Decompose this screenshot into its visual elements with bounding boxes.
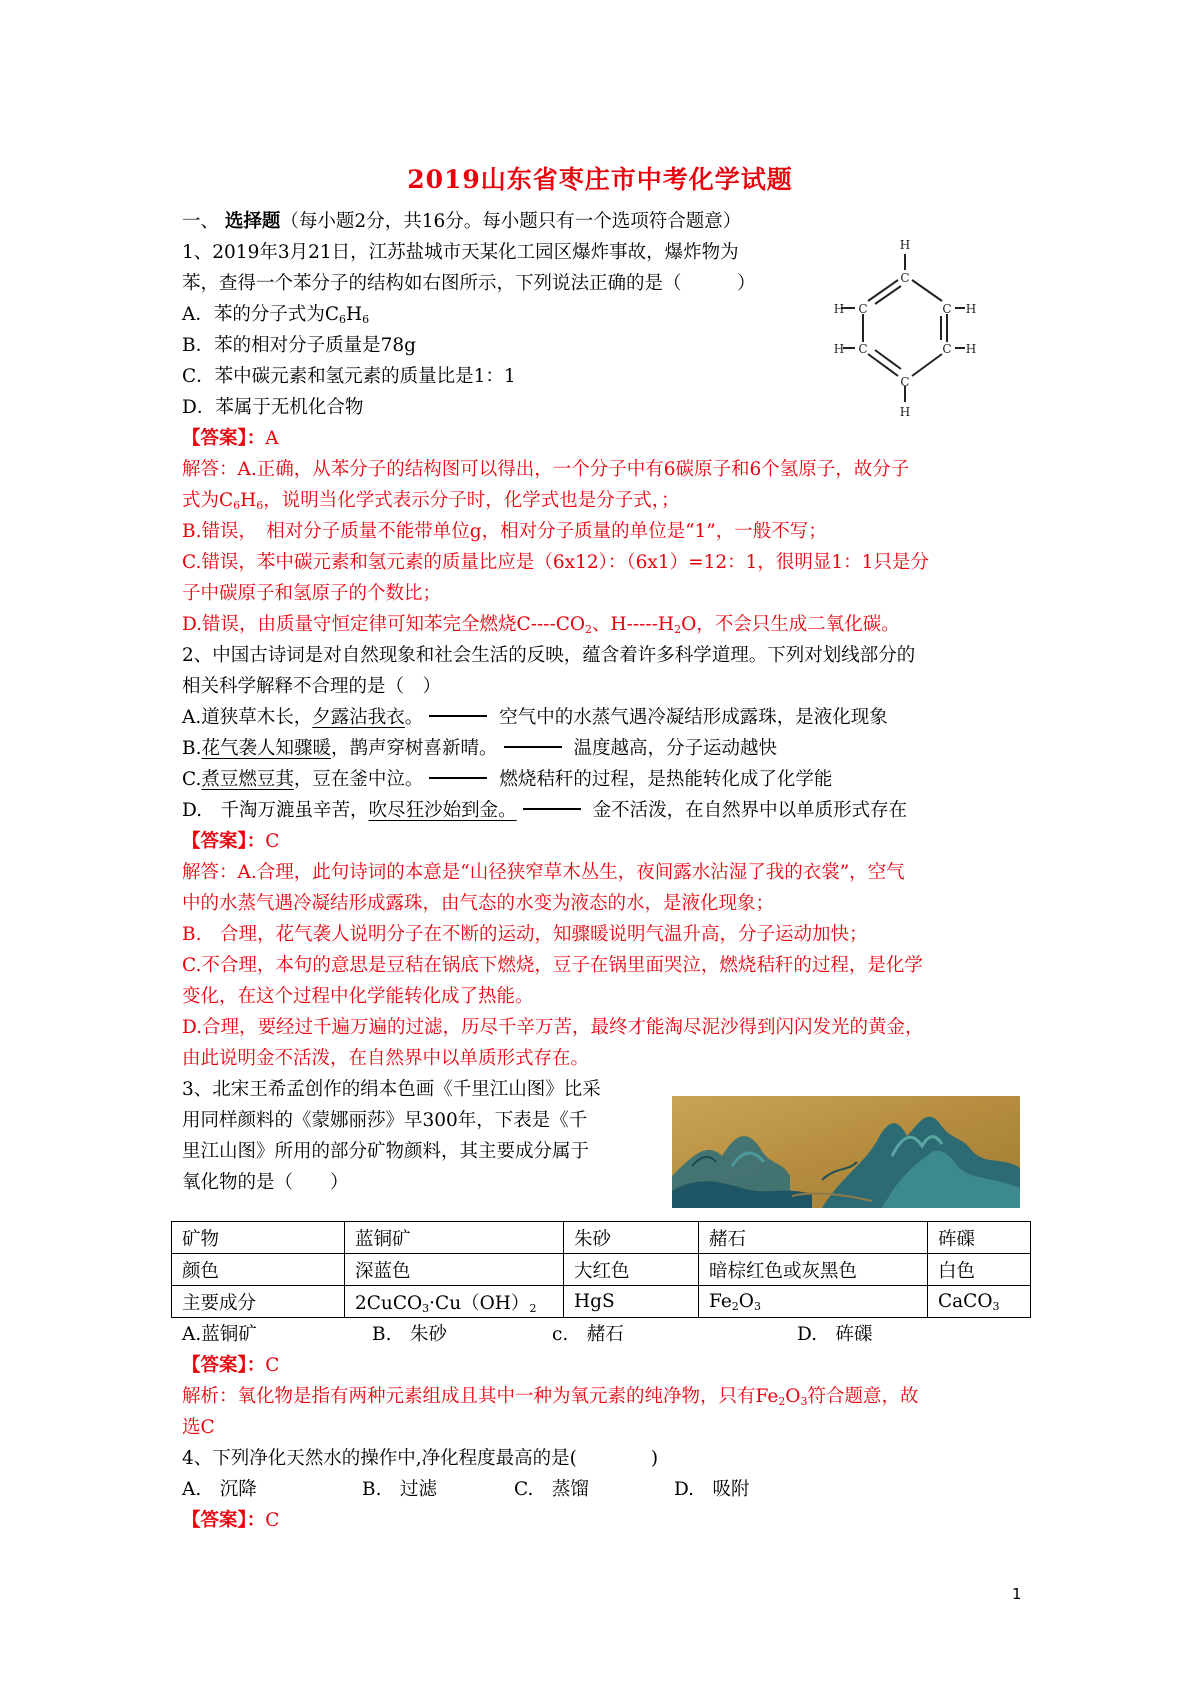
table-row: [172, 1254, 1031, 1286]
mineral-pigment-table: [171, 1221, 1031, 1318]
q2-explanation-line: 由此说明金不活泼，在自然界中以单质形式存在。: [182, 1048, 590, 1069]
q3-option-a: A.蓝铜矿: [182, 1324, 257, 1345]
q1-option-a: A．苯的分子式为$C_6H_6$: [182, 304, 370, 326]
q4-stem-line: 4、下列净化天然水的操作中,净化程度最高的是( ): [182, 1448, 659, 1469]
q1-stem-line: 1、2019年3月21日，江苏盐城市天某化工园区爆炸事故，爆炸物为: [182, 242, 739, 263]
q2-stem-line: 2、中国古诗词是对自然现象和社会生活的反映，蕴含着许多科学道理。下列对划线部分的: [182, 645, 916, 666]
q4-option-b: B. 过滤: [362, 1479, 437, 1500]
q2-explanation-line: 中的水蒸气遇冷凝结形成露珠，由气态的水变为液态的水，是液化现象；: [182, 893, 775, 914]
q3-explanation-line: 选C: [182, 1417, 215, 1438]
q3-stem-line: 3、北宋王希孟创作的绢本色画《千里江山图》比采: [182, 1079, 601, 1100]
table-cell: 砗磲: [928, 1222, 1031, 1254]
table-cell: CaCO$_3$: [928, 1286, 1031, 1318]
q1-explanation-line: 解答：A.正确，从苯分子的结构图可以得出，一个分子中有6碳原子和6个氢原子，故分子: [182, 459, 910, 480]
benzene-atom-h: H: [899, 405, 911, 419]
table-cell: 矿物: [172, 1222, 345, 1254]
table-cell: 主要成分: [172, 1286, 345, 1318]
benzene-atom-h: H: [965, 302, 977, 316]
table-cell: 暗棕红色或灰黑色: [699, 1254, 928, 1286]
q2-explanation-line: 解答：A.合理，此句诗词的本意是“山径狭窄草木丛生，夜间露水沾湿了我的衣裳”，空气: [182, 862, 905, 883]
page-number: 1: [1012, 1585, 1022, 1603]
benzene-atom-c: C: [942, 342, 952, 356]
q3-stem-line: 氧化物的是（ ）: [182, 1172, 349, 1193]
section-note: （每小题2分，共16分。每小题只有一个选项符合题意）: [280, 211, 742, 232]
q1-explanation-line: D.错误，由质量守恒定律可知苯完全燃烧$C----CO_2$、$H-----H_2O$，不会只生成二氧化碳。: [182, 614, 900, 636]
dash-line: [523, 808, 581, 810]
q3-option-d: D. 砗磲: [797, 1324, 873, 1345]
q1-explanation-line: 子中碳原子和氢原子的个数比；: [182, 583, 442, 604]
q2-explanation-line: 变化，在这个过程中化学能转化成了热能。: [182, 986, 534, 1007]
q4-option-c: C. 蒸馏: [514, 1479, 589, 1500]
section-name: 选择题: [224, 211, 281, 232]
q3-explanation-line: 解析：氧化物是指有两种元素组成且其中一种为氧元素的纯净物，只有$Fe_2O_3$符合题意，故: [182, 1386, 919, 1408]
q4-option-a: A. 沉降: [182, 1479, 257, 1500]
q1-explanation-line: 式为$C_6H_6$，说明当化学式表示分子时，化学式也是分子式，；: [182, 490, 680, 512]
benzene-atom-c: C: [942, 302, 952, 316]
benzene-atom-h: H: [899, 238, 911, 252]
q3-option-b: B. 朱砂: [372, 1324, 447, 1345]
dash-line: [504, 746, 562, 748]
q3-stem-line: 里江山图》所用的部分矿物颜料，其主要成分属于: [182, 1141, 590, 1162]
q2-option-b: B.花气袭人知骤暖，鹊声穿树喜新晴。 温度越高，分子运动越快: [182, 738, 778, 759]
q3-stem-line: 用同样颜料的《蒙娜丽莎》早300年，下表是《千: [182, 1110, 588, 1131]
dash-line: [429, 715, 487, 717]
exam-content-lower: [182, 1319, 1022, 1536]
benzene-atom-c: C: [900, 271, 910, 285]
q2-option-a: A.道狭草木长，夕露沾我衣。 空气中的水蒸气遇冷凝结形成露珠，是液化现象: [182, 707, 888, 728]
q3-options: [182, 1319, 1022, 1350]
table-cell: 白色: [928, 1254, 1031, 1286]
benzene-atom-c: C: [858, 342, 868, 356]
table-cell: $Fe_2O_3$: [699, 1286, 928, 1318]
table-cell: 朱砂: [564, 1222, 699, 1254]
benzene-atom-c: C: [858, 302, 868, 316]
table-row: [172, 1222, 1031, 1254]
q3-answer: 【答案】：C: [182, 1355, 280, 1376]
benzene-atom-h: H: [833, 342, 845, 356]
q2-option-d: D. 千淘万漉虽辛苦，吹尽狂沙始到金。 金不活泼，在自然界中以单质形式存在: [182, 800, 908, 821]
benzene-atom-h: H: [833, 302, 845, 316]
benzene-atom-c: C: [900, 375, 910, 389]
table-cell: $2CuCO_3\cdot Cu(OH)_2$: [345, 1286, 564, 1318]
q1-option-d: D．苯属于无机化合物: [182, 397, 364, 418]
q3-option-c: c. 赭石: [552, 1324, 624, 1345]
benzene-atom-h: H: [965, 342, 977, 356]
page-title: 2019山东省枣庄市中考化学试题: [407, 165, 793, 194]
table-cell: 大红色: [564, 1254, 699, 1286]
q1-answer: 【答案】：A: [182, 428, 279, 449]
section-number: 一、: [182, 211, 220, 232]
q4-answer: 【答案】：C: [182, 1510, 280, 1531]
q1-explanation-line: C.错误，苯中碳元素和氢元素的质量比应是（6x12）：（6x1）=12：1，很明显1：1只是分: [182, 552, 929, 573]
q1-explanation-line: B.错误， 相对分子质量不能带单位g，相对分子质量的单位是“1”，一般不写；: [182, 521, 827, 542]
section-heading: [182, 206, 1022, 237]
table-cell: 赭石: [699, 1222, 928, 1254]
q2-explanation-line: D.合理，要经过千遍万遍的过滤，历尽千辛万苦，最终才能淘尽泥沙得到闪闪发光的黄金，: [182, 1017, 924, 1038]
table-row: [172, 1286, 1031, 1318]
q4-options: [182, 1474, 1022, 1505]
q2-answer: 【答案】：C: [182, 831, 280, 852]
q1-option-b: B．苯的相对分子质量是78g: [182, 335, 416, 356]
table-cell: 颜色: [172, 1254, 345, 1286]
q1-stem-line: 苯，查得一个苯分子的结构如右图所示，下列说法正确的是（ ）: [182, 273, 756, 294]
table-cell: 深蓝色: [345, 1254, 564, 1286]
q2-stem-line: 相关科学解释不合理的是（ ）: [182, 676, 442, 697]
table-cell: HgS: [564, 1286, 699, 1318]
q4-option-d: D. 吸附: [674, 1479, 750, 1500]
table-cell: 蓝铜矿: [345, 1222, 564, 1254]
q1-option-c: C．苯中碳元素和氢元素的质量比是1：1: [182, 366, 516, 387]
exam-content: [182, 206, 1022, 1198]
dash-line: [429, 777, 487, 779]
q2-option-c: C.煮豆燃豆萁，豆在釜中泣。 燃烧秸秆的过程，是热能转化成了化学能: [182, 769, 833, 790]
q2-explanation-line: B. 合理，花气袭人说明分子在不断的运动，知骤暖说明气温升高，分子运动加快；: [182, 924, 868, 945]
q2-explanation-line: C.不合理，本句的意思是豆秸在锅底下燃烧，豆子在锅里面哭泣，燃烧秸秆的过程，是化学: [182, 955, 923, 976]
